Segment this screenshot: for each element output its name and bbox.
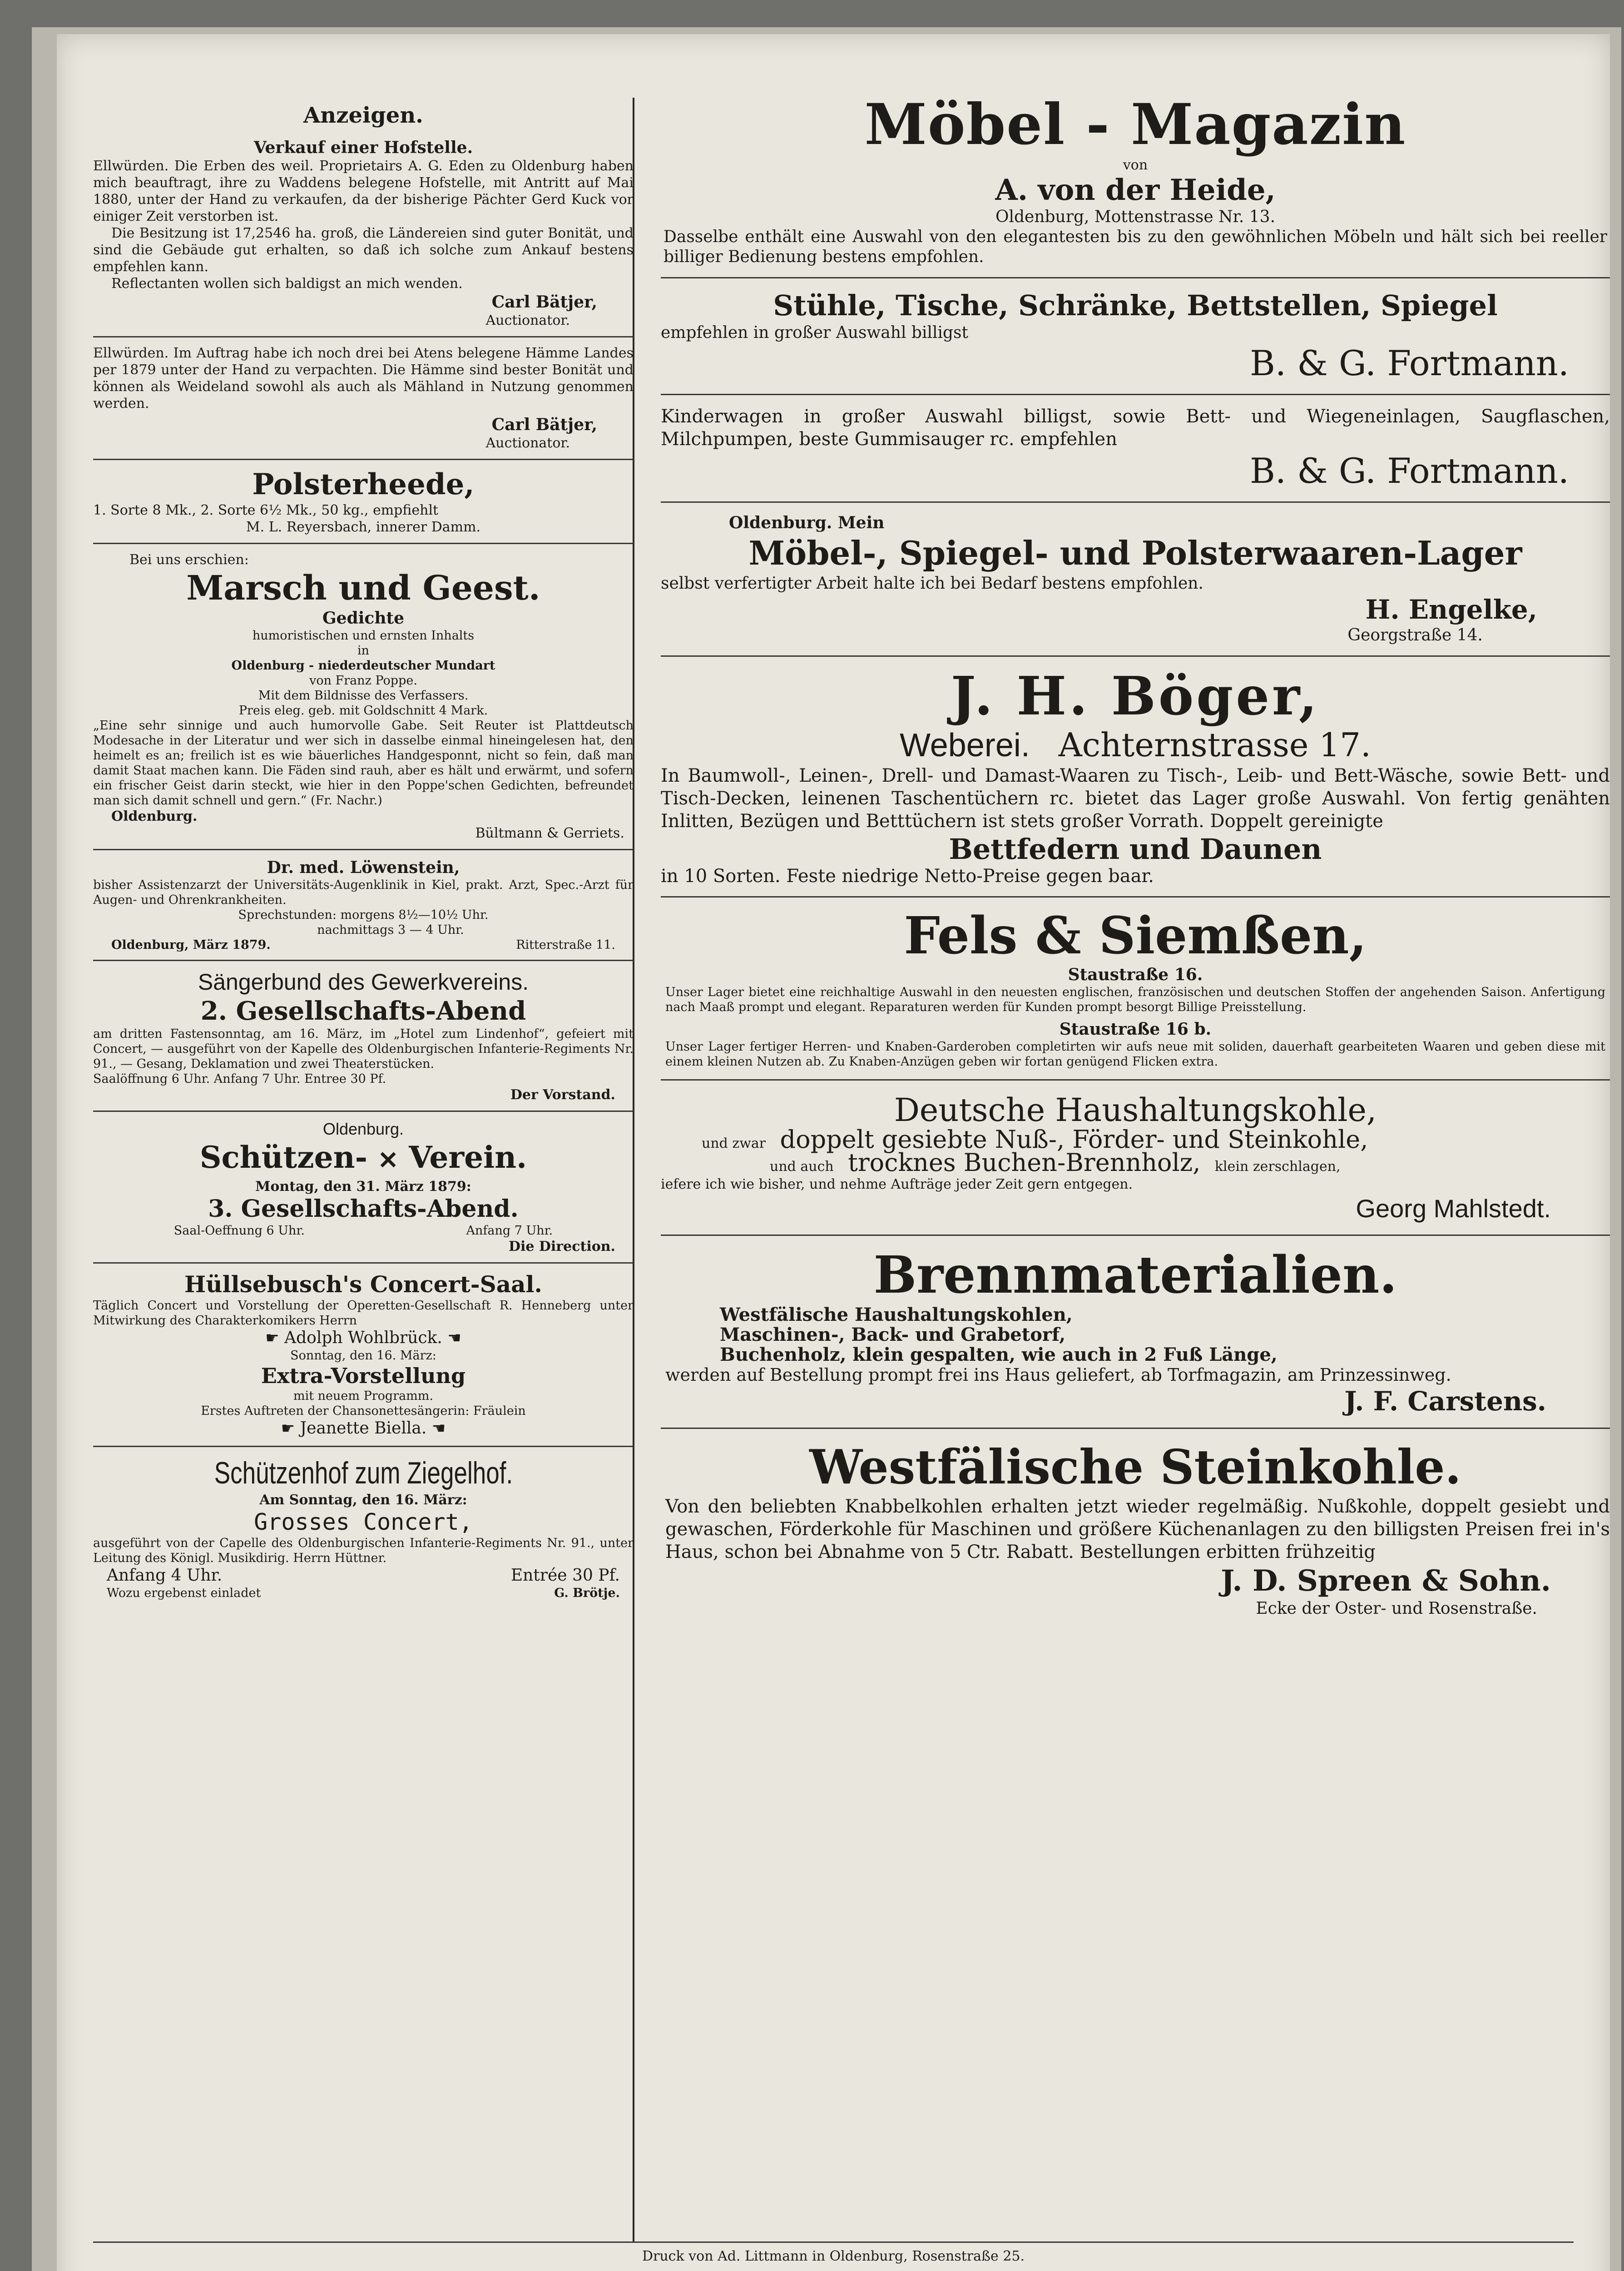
ad-street: Ritterstraße 11. xyxy=(516,938,615,952)
ad-separator xyxy=(93,1111,634,1112)
ad-separator xyxy=(661,655,1610,657)
ad-brennmaterialien xyxy=(661,1246,1610,1418)
ad-signature: Carl Bätjer, xyxy=(491,293,597,312)
ad-event: Extra-Vorstellung xyxy=(261,1364,466,1388)
ad-title: Verkauf einer Hofstelle. xyxy=(253,138,473,157)
ad-body: Kinderwagen in großer Auswahl billigst, sowie Bett- und Wiegeneinlagen, Saugflaschen, Milchpumpen, beste Gummisauger rc. empfehlen xyxy=(661,406,1610,450)
ad-end: in 10 Sorten. Feste niedrige Netto-Preise gegen baar. xyxy=(661,866,1154,887)
left-column xyxy=(93,102,634,1601)
ad-signature: H. Engelke, xyxy=(1365,594,1537,625)
ad-text: doppelt gesiebte Nuß-, Förder- und Steinkohle, xyxy=(780,1125,1368,1154)
ad-body: Die Besitzung ist 17,2546 ha. groß, die Ländereien sind guter Bonität, und sind die Gebäude gut erhalten, so daß ich solche zum Ankauf bestens empfehlen kann. xyxy=(93,225,634,275)
ad-body: bisher Assistenzarzt der Universitäts-Augenklinik in Kiel, prakt. Arzt, Spec.-Arzt für Augen- und Ohrenkrankheiten. xyxy=(93,878,634,907)
ad-line: Westfälische Haushaltungskohlen, xyxy=(720,1304,1073,1325)
ad-line: Saalöffnung 6 Uhr. Anfang 7 Uhr. Entree 30 Pf. xyxy=(93,1072,386,1086)
ad-separator xyxy=(661,1235,1610,1236)
ad-who: M. L. Reyersbach, innerer Damm. xyxy=(246,519,481,535)
ad-date: Sonntag, den 16. März: xyxy=(290,1349,436,1363)
pointing-hand-right-icon: ☛ xyxy=(281,1419,295,1438)
pointing-hand-left-icon: ☚ xyxy=(447,1329,461,1347)
newspaper-page xyxy=(57,34,1610,2271)
ad-address: Staustraße 16 b. xyxy=(1059,1020,1212,1039)
ad-times xyxy=(93,1223,634,1238)
section-header: Anzeigen. xyxy=(303,103,423,128)
ad-place: Oldenburg, März 1879. xyxy=(111,938,271,952)
ad-title xyxy=(93,1139,634,1178)
ad-pre: und zwar xyxy=(702,1136,766,1151)
ad-body: Unser Lager bietet eine reichhaltige Auswahl in den neuesten englischen, französischen und deutschen Stoffen der angehenden Saison. Anfertigung nach Maaß prompt und elegant. Reparaturen werden für Kunden prompt besorgt Billige Preisstellung. xyxy=(665,985,1605,1014)
ad-body: Von den beliebten Knabbelkohlen erhalten jetzt wieder regelmäßig. Nußkohle, doppelt gesiebt und gewaschen, Förderkohle für Maschinen und größere Küchenanlagen zu den billigsten Preisen frei in's Haus, schon bei Abnahme von 5 Ctr. Rabatt. Bestellungen erbitten frühzeitig xyxy=(665,1496,1610,1562)
ad-body: Dasselbe enthält eine Auswahl von den elegantesten bis zu den gewöhnlichen Möbeln und hält sich bei reeller billiger Bedienung bestens empfohlen. xyxy=(663,228,1607,266)
ad-title: Sängerbund des Gewerkvereins. xyxy=(198,969,529,995)
ad-place-line xyxy=(93,937,634,952)
ad-role: Auctionator. xyxy=(485,435,570,451)
ad-ziegelhof xyxy=(93,1454,634,1601)
ad-title: Brennmaterialien. xyxy=(873,1245,1397,1305)
ad-body: am dritten Fastensonntag, am 16. März, im „Hotel zum Lindenhof“, gefeiert mit Concert, — ausgeführt von der Kapelle des Oldenburgischen Infanterie-Regiments Nr. 91., — Gesang, Deklamation und zwei Theaterstücken. xyxy=(93,1027,634,1071)
pointing-hand-left-icon: ☚ xyxy=(431,1419,446,1438)
ad-street: Georgstraße 14. xyxy=(1347,626,1483,645)
printer-imprint: Druck von Ad. Littmann in Oldenburg, Rosenstraße 25. xyxy=(642,2248,1025,2264)
ad-title-part: Verein. xyxy=(409,1140,527,1175)
ad-sub2: Achternstrasse 17. xyxy=(1058,726,1371,764)
ad-body: iefere ich wie bisher, und nehme Aufträge jeder Zeit gern entgegen. xyxy=(661,1176,1133,1192)
ad-place: Oldenburg. xyxy=(322,1120,404,1138)
ad-loewenstein xyxy=(93,858,634,952)
ad-separator xyxy=(93,960,634,961)
ad-kinderwagen xyxy=(661,405,1610,491)
ad-signature: Georg Mahlstedt. xyxy=(1356,1194,1551,1223)
ad-entry: Entrée 30 Pf. xyxy=(510,1566,620,1585)
ad-hours: nachmittags 3 — 4 Uhr. xyxy=(317,923,464,937)
ad-line: Maschinen-, Back- und Grabetorf, xyxy=(720,1324,1066,1345)
ad-title: Möbel-, Spiegel- und Polsterwaaren-Lager xyxy=(748,534,1522,572)
ad-times xyxy=(93,1566,634,1586)
ad-line: Bettfedern und Daunen xyxy=(949,833,1322,866)
ad-schuetzen-verein xyxy=(93,1119,634,1255)
ad-name: A. von der Heide, xyxy=(995,173,1276,207)
ad-title: Stühle, Tische, Schränke, Bettstellen, Spiegel xyxy=(773,289,1498,322)
ad-separator xyxy=(93,1446,634,1447)
ad-start: Anfang 4 Uhr. xyxy=(107,1566,223,1585)
ad-concert-saal xyxy=(93,1271,634,1438)
ad-moebel-magazin xyxy=(661,93,1610,267)
crossed-rifles-icon: ✕ xyxy=(377,1145,399,1175)
ad-signature: J. D. Spreen & Sohn. xyxy=(1221,1564,1551,1598)
ad-intro: Bei uns erschien: xyxy=(129,552,249,568)
ad-address: Oldenburg, Mottenstrasse Nr. 13. xyxy=(995,208,1276,226)
ad-title: Hüllsebusch's Concert-Saal. xyxy=(184,1271,542,1298)
ad-post: klein zerschlagen, xyxy=(1214,1159,1341,1175)
ad-body: Ellwürden. Im Auftrag habe ich noch drei bei Atens belegene Hämme Landes per 1879 unter der Hand zu verpachten. Die Hämme sind bester Bonität und können als Weideland sowohl als auch als Mähland in Nutzung genommen werden. xyxy=(93,345,634,412)
ad-von: von xyxy=(1123,157,1148,173)
ad-line: in xyxy=(357,644,370,658)
ad-subtitle: Gedichte xyxy=(322,609,405,628)
ad-title-text: Schützenhof zum Ziegelhof. xyxy=(214,1456,513,1490)
ad-signature: Der Vorstand. xyxy=(510,1087,615,1103)
ad-line: humoristischen und ernsten Inhalts xyxy=(252,629,475,643)
ad-name-line xyxy=(93,1418,634,1438)
ad-name: Adolph Wohlbrück. xyxy=(284,1329,442,1347)
ad-title-part: Schützen- xyxy=(199,1140,367,1175)
ad-separator xyxy=(661,1428,1610,1429)
ad-line: mit neuem Programm. xyxy=(293,1389,433,1403)
ad-body: selbst verfertigter Arbeit halte ich bei Bedarf bestens empfohlen. xyxy=(661,574,1203,593)
ad-event: Grosses Concert, xyxy=(254,1509,473,1535)
ad-title xyxy=(93,1454,634,1492)
ad-separator xyxy=(661,501,1610,503)
ad-steinkohle xyxy=(661,1439,1610,1619)
ad-separator xyxy=(93,543,634,544)
ad-line: Buchenholz, klein gespalten, wie auch in 2 Fuß Länge, xyxy=(720,1344,1277,1365)
ad-separator xyxy=(661,896,1610,897)
ad-invite: Wozu ergebenst einladet xyxy=(107,1586,261,1600)
footer-rule xyxy=(93,2241,1574,2243)
ad-line: Saal-Oeffnung 6 Uhr. xyxy=(173,1224,305,1238)
ad-address: Staustraße 16. xyxy=(1068,965,1203,984)
ad-body: Täglich Concert und Vorstellung der Operetten-Gesellschaft R. Henneberg unter Mitwirkung des Charakterkomikers Herrn xyxy=(93,1299,634,1328)
ad-marsch-und-geest xyxy=(93,551,634,842)
ad-pre: und auch xyxy=(770,1159,834,1175)
ad-signature: B. & G. Fortmann. xyxy=(1250,451,1569,491)
ad-subtitle xyxy=(661,726,1610,764)
ad-line xyxy=(661,1148,1610,1177)
ad-name: Jeanette Biella. xyxy=(300,1419,427,1438)
ad-title: Fels & Siemßen, xyxy=(904,906,1367,966)
ad-haushaltungskohle xyxy=(661,1091,1610,1225)
ad-date: Montag, den 31. März 1879: xyxy=(255,1179,471,1195)
ad-role: Auctionator. xyxy=(485,312,570,328)
ad-body: ausgeführt von der Capelle des Oldenburgischen Infanterie-Regiments Nr. 91., unter Leitung des Königl. Musikdirig. Herrn Hüttner. xyxy=(93,1536,634,1565)
ad-body: werden auf Bestellung prompt frei ins Haus geliefert, ab Torfmagazin, am Prinzessinweg. xyxy=(665,1365,1451,1385)
ad-line: Mit dem Bildnisse des Verfassers. xyxy=(258,689,469,703)
ad-line: Oldenburg - niederdeutscher Mundart xyxy=(231,659,495,673)
ad-separator xyxy=(93,849,634,850)
ad-boeger xyxy=(661,667,1610,886)
ad-title: Westfälische Steinkohle. xyxy=(809,1439,1461,1495)
ad-separator xyxy=(93,459,634,460)
ad-body: Ellwürden. Die Erben des weil. Proprietairs A. G. Eden zu Oldenburg haben mich beauftragt, ihre zu Waddens belegene Hofstelle, mit Antritt auf Mai 1880, unter der Hand zu verkaufen, da der bisherige Pächter Gerd Kuck vor einiger Zeit verstorben ist. xyxy=(93,158,634,224)
ad-signature: Carl Bätjer, xyxy=(491,415,597,434)
ad-title: J. H. Böger, xyxy=(951,665,1320,727)
ad-line: Preis eleg. geb. mit Goldschnitt 4 Mark. xyxy=(238,704,488,718)
pointing-hand-right-icon: ☛ xyxy=(265,1329,279,1347)
ad-signoff xyxy=(93,1586,634,1601)
ad-quote: „Eine sehr sinnige und auch humorvolle Gabe. Seit Reuter ist Plattdeutsch Modesache in der Literatur und wer sich in dasselbe einmal hineingelesen hat, den heimelt es an; freilich ist es wie bäuerliches Handgesponnt, nicht so fein, daß man damit Staat machen kann. Die Fäden sind rauh, aber es hält und erwärmt, und sofern ein frischer Geist darin steckt, wie hier in den Poppe'schen Gedichten, befreundet man sich damit schnell und gern.“ (Fr. Nachr.) xyxy=(93,719,634,808)
ad-address: Ecke der Oster- und Rosenstraße. xyxy=(1256,1599,1537,1618)
ad-separator xyxy=(661,394,1610,395)
ad-signature: G. Brötje. xyxy=(554,1586,620,1600)
ad-line: von Franz Poppe. xyxy=(309,674,417,688)
ad-separator xyxy=(661,1079,1610,1081)
ad-signature: B. & G. Fortmann. xyxy=(1250,343,1569,383)
ad-fels-siemssen xyxy=(661,907,1610,1069)
ad-event: 3. Gesellschafts-Abend. xyxy=(208,1195,519,1223)
ad-body: Reflectanten wollen sich baldigst an mich wenden. xyxy=(111,276,463,292)
ad-line: Anfang 7 Uhr. xyxy=(466,1224,553,1238)
ad-title: Möbel - Magazin xyxy=(864,92,1406,158)
ad-intro: Oldenburg. Mein xyxy=(729,513,885,532)
ad-signature: J. F. Carstens. xyxy=(1344,1386,1546,1417)
ad-signature: Die Direction. xyxy=(508,1239,615,1255)
ad-title: Polsterheede, xyxy=(252,467,475,501)
ad-body: 1. Sorte 8 Mk., 2. Sorte 6½ Mk., 50 kg., empfiehlt xyxy=(93,502,439,518)
ad-engelke xyxy=(661,513,1610,645)
ad-name-line xyxy=(93,1328,634,1348)
ad-body: In Baumwoll-, Leinen-, Drell- und Damast-Waaren zu Tisch-, Leib- und Bett-Wäsche, sowie Bett- und Tisch-Decken, leinenen Taschentüchern rc. bietet das Lager große Auswahl. Von fertig genähten Inlitten, Bezügen und Betttüchern ist stets großer Vorrath. Doppelt gereinigte xyxy=(661,765,1610,832)
ad-haemme xyxy=(93,345,634,451)
ad-separator xyxy=(93,336,634,337)
ad-separator xyxy=(661,277,1610,278)
right-column xyxy=(661,93,1610,1619)
ad-polsterheede xyxy=(93,467,634,536)
ad-publisher: Bültmann & Gerriets. xyxy=(475,825,624,841)
ad-hours: Sprechstunden: morgens 8½—10½ Uhr. xyxy=(238,908,489,922)
ad-title: Dr. med. Löwenstein, xyxy=(267,858,460,877)
ad-saengerbund xyxy=(93,968,634,1103)
ad-line: Erstes Auftreten der Chansonettesängerin: Fräulein xyxy=(201,1404,526,1418)
ad-place: Oldenburg. xyxy=(111,808,198,824)
ad-text: trocknes Buchen-Brennholz, xyxy=(848,1148,1201,1177)
ad-hofstelle xyxy=(93,138,634,329)
ad-event: 2. Gesellschafts-Abend xyxy=(200,996,526,1026)
ad-separator xyxy=(93,1262,634,1264)
ad-body: empfehlen in großer Auswahl billigst xyxy=(661,323,968,342)
ad-title: Deutsche Haushaltungskohle, xyxy=(894,1091,1377,1129)
ad-title: Marsch und Geest. xyxy=(186,569,540,608)
ad-stuehle xyxy=(661,288,1610,384)
ad-sub1: Weberei. xyxy=(900,727,1030,764)
ad-body: Unser Lager fertiger Herren- und Knaben-Garderoben completirten wir aufs neue mit soliden, dauerhaft gearbeiteten Waaren und geben diese mit einem kleinen Nutzen ab. Zu Knaben-Anzügen geben wir fortan genügend Flicken extra. xyxy=(665,1040,1605,1069)
ad-date: Am Sonntag, den 16. März: xyxy=(259,1492,467,1508)
